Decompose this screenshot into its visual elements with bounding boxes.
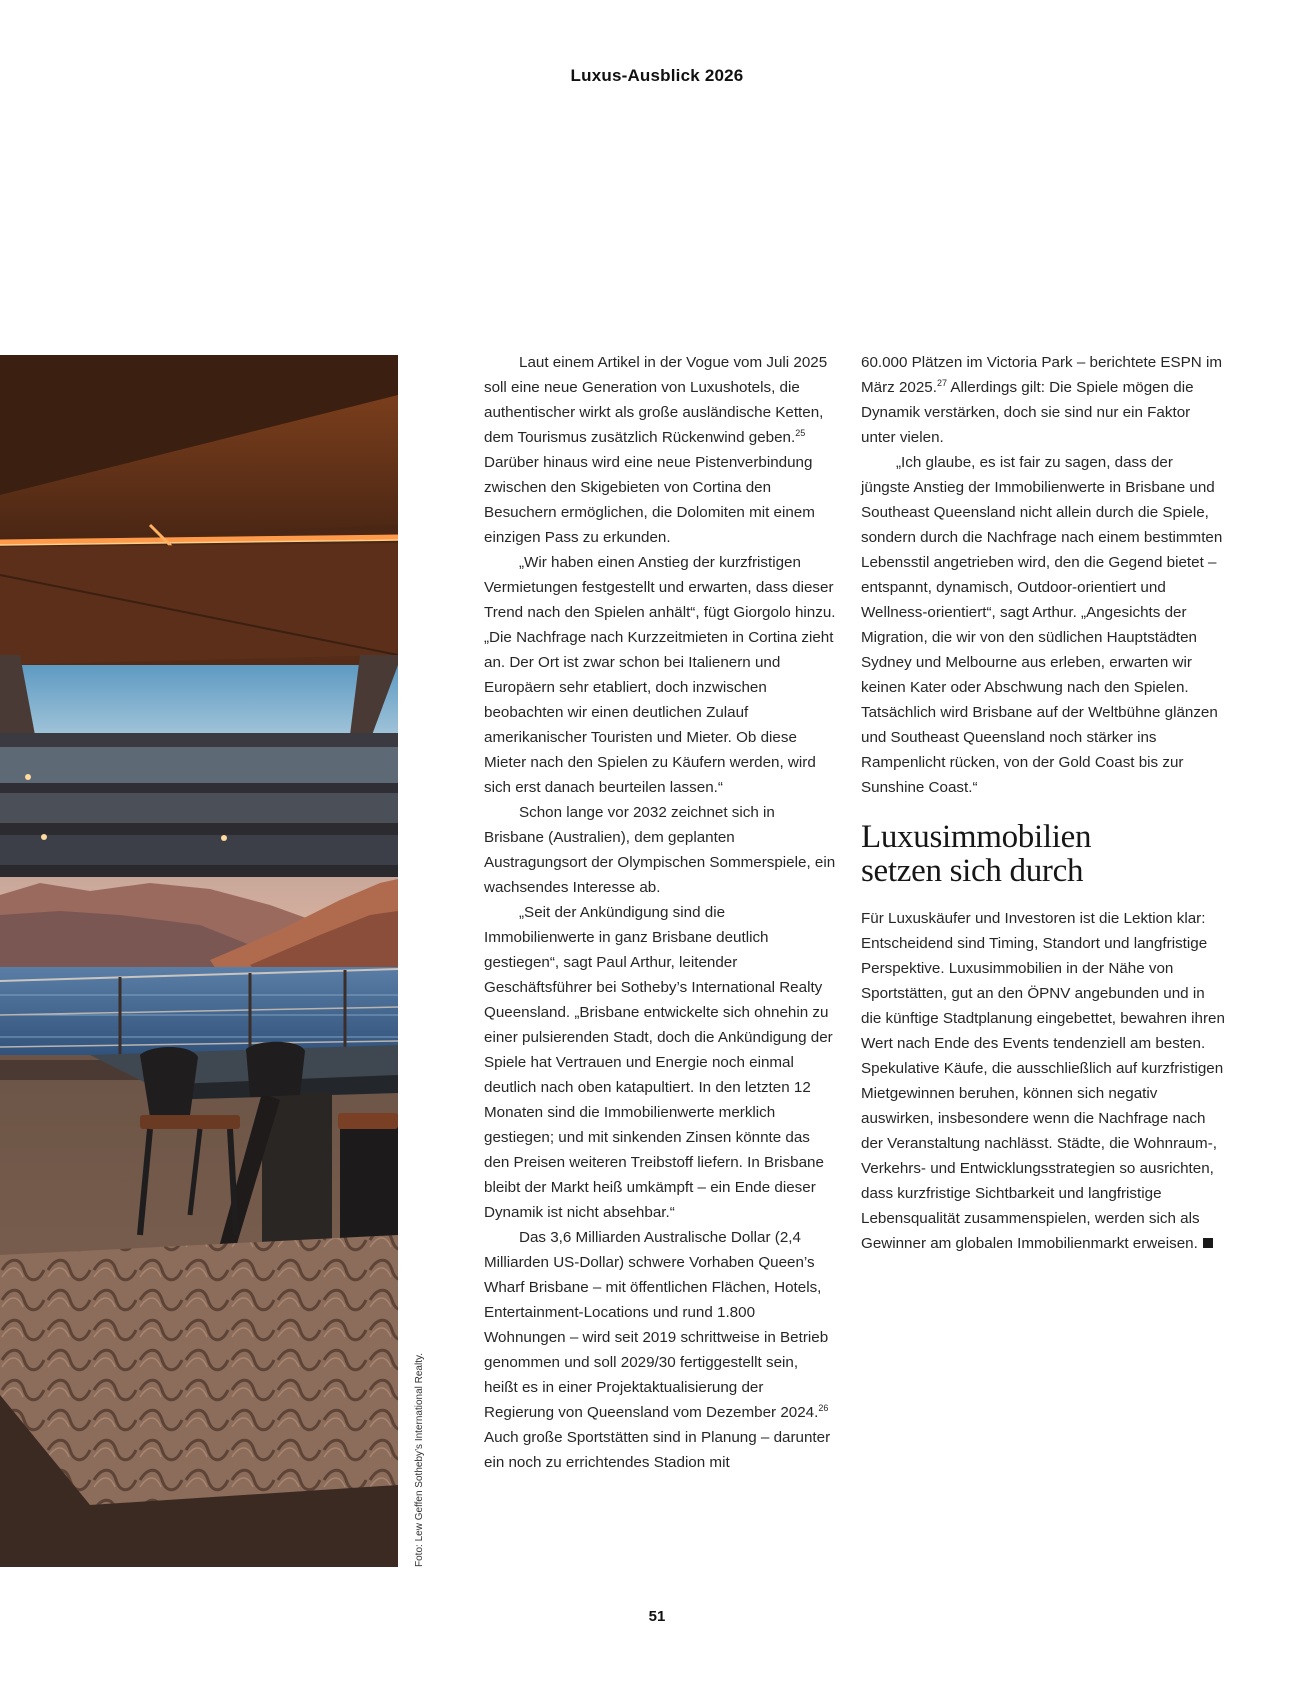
footnote-ref: 27 [936,377,947,388]
paragraph: Für Luxuskäufer und Investoren ist die Lektion klar: Entscheidend sind Timing, Standort und langfristige Perspektive. Luxusimmobilien in der Nähe von Sportstätten, gut an den ÖPNV angebunden und in die künftige Stadtplanung eingebettet, bewahren ihren Wert nach Ende des Events tendenziell am besten. Spekulative Käufe, die ausschließlich auf kurzfristigen Mietgewinnen beruhen, können sich negativ auswirken, insbesondere wenn die Nachfrage nach der Veranstaltung nachlässt. Städte, die Wohnraum-, Verkehrs- und Entwicklungsstrategien so ausrichten, dass kurzfristige Sichtbarkeit und langfristige Lebensqualität zusammenspielen, werden sich als Gewinner am globalen Immobilienmarkt erweisen. [861,910,1225,1252]
section-heading: Luxusimmobilien setzen sich durch [861,819,1092,889]
paragraph: Schon lange vor 2032 zeichnet sich in Brisbane (Australien), dem geplanten Austragungsort der Olympischen Sommerspiele, ein wachsendes Interesse ab. [484,804,836,896]
paragraph: „Seit der Ankündigung sind die Immobilienwerte in ganz Brisbane deutlich gestiegen“, sagt Paul Arthur, leitender Geschäftsführer bei Sotheby’s International Realty Queensland. „Brisbane entwickelte sich ohnehin zu einer pulsierenden Stadt, doch die Ankündigung der Spiele hat Vertrauen und Energie noch einmal deutlich nach oben katapultiert. In den letzten 12 Monaten sind die Immobilienwerte merklich gestiegen; und mit sinkenden Zinsen könnte das den Preisen weiteren Treibstoff liefern. In Brisbane bleibt der Markt heiß umkämpft – ein Ende dieser Dynamik ist nicht absehbar.“ [484,904,833,1221]
article-column-right [861,350,1226,1256]
paragraph: „Wir haben einen Anstieg der kurzfristigen Vermietungen festgestellt und erwarten, dass dieser Trend nach den Spielen anhält“, fügt Giorgolo hinzu. „Die Nachfrage nach Kurzzeitmieten in Cortina zieht an. Der Ort ist zwar schon bei Italienern und Europäern sehr etabliert, doch inzwischen beobachten wir einen deutlichen Zulauf amerikanischer Touristen und Mieter. Ob diese Mieter nach den Spielen zu Käufern werden, wird sich erst danach beurteilen lassen.“ [484,554,836,796]
paragraph: „Ich glaube, es ist fair zu sagen, dass der jüngste Anstieg der Immobilienwerte in Brisbane und Southeast Queensland nicht allein durch die Spiele, sondern durch die Nachfrage nach einem bestimmten Lebensstil angetrieben wird, den die Gegend bietet – entspannt, dynamisch, Outdoor-orientiert und Wellness-orientiert“, sagt Arthur. „Angesichts der Migration, die wir von den südlichen Hauptstädten Sydney und Melbourne aus erleben, erwarten wir keinen Kater oder Abschwung nach den Spielen. Tatsächlich wird Brisbane auf der Weltbühne glänzen und Southeast Queensland noch stärker ins Rampenlicht rücken, von der Gold Coast bis zur Sunshine Coast.“ [861,454,1223,796]
article-column-left [484,350,836,1475]
paragraph: Laut einem Artikel in der Vogue vom Juli 2025 soll eine neue Generation von Luxushotels, die authentischer wirkt als große ausländische Ketten, dem Tourismus zusätzlich Rückenwind geben.$^{25}$ Darüber hinaus wird eine neue Pistenverbindung zwischen den Skigebieten von Cortina den Besuchern ermöglichen, die Dolomiten mit einem einzigen Pass zu erkunden. [484,354,828,546]
footnote-ref: 25 [795,427,806,438]
terrace-photo [0,355,398,1567]
photo-credit: Foto: Lew Geffen Sotheby’s International Realty. [414,1352,425,1567]
paragraph: Das 3,6 Milliarden Australische Dollar (2,4 Milliarden US-Dollar) schwere Vorhaben Queen’s Wharf Brisbane – mit öffentlichen Flächen, Hotels, Entertainment-Locations und rund 1.800 Wohnungen – wird seit 2019 schrittweise in Betrieb genommen und soll 2029/30 fertiggestellt sein, heißt es in einer Projektaktualisierung der Regierung von Queensland vom Dezember 2024.26 Auch große Sportstätten sind in Planung – darunter ein noch zu errichtendes Stadion mit [484,1229,831,1471]
footnote-ref: 26 [818,1402,829,1413]
end-of-article-mark [1203,1238,1213,1248]
paragraph: 60.000 Plätzen im Victoria Park – berichtete ESPN im März 2025.27 Allerdings gilt: Die Spiele mögen die Dynamik verstärken, doch sie sind nur ein Faktor unter vielen. [861,354,1223,446]
page-number: 51 [648,1608,666,1625]
page-header: Luxus-Ausblick 2026 [570,66,744,85]
